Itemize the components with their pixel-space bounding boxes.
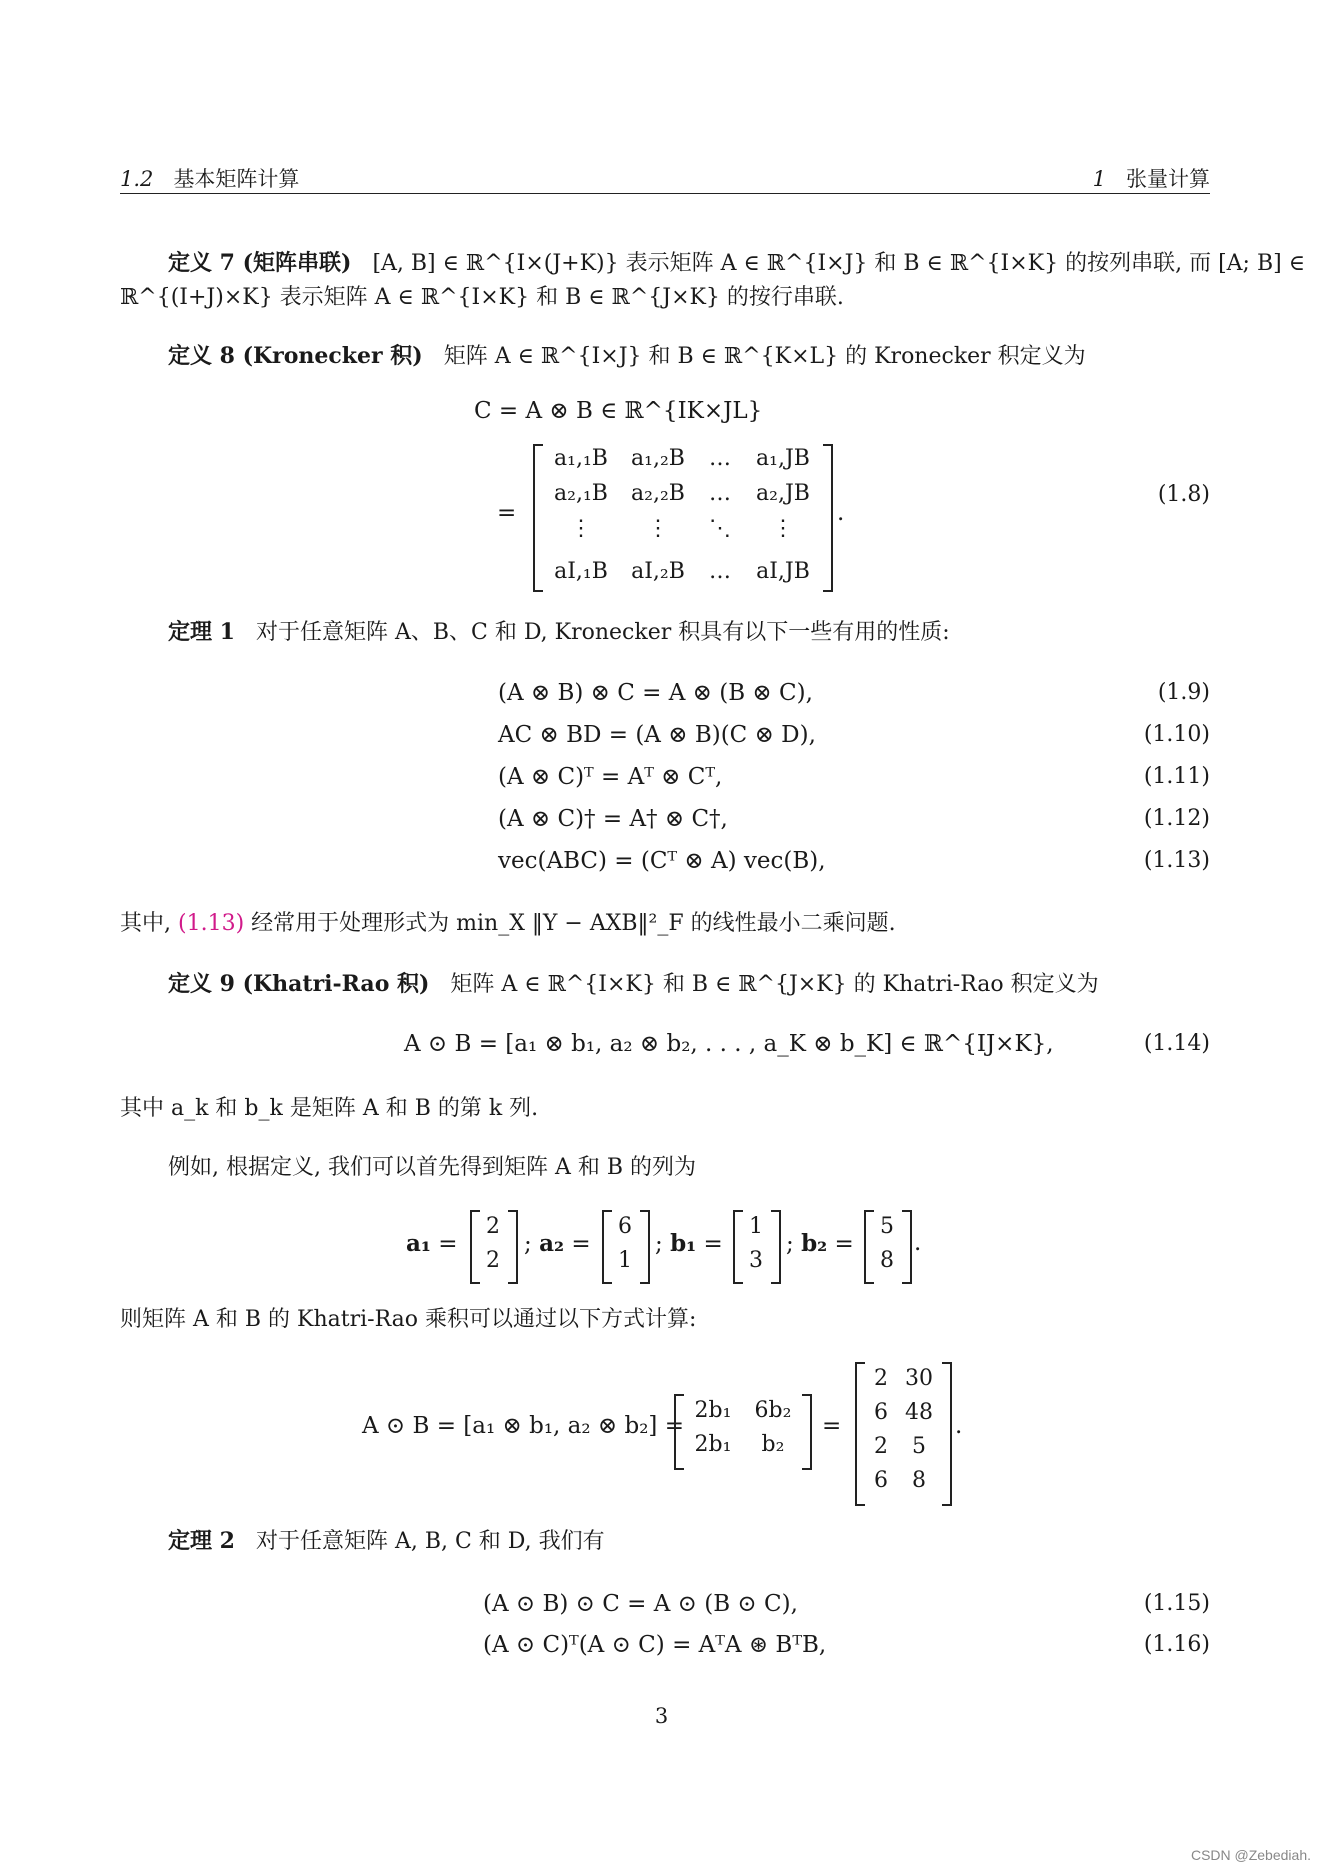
theorem-1 [168, 615, 950, 650]
remark-columns: 其中 a_k 和 b_k 是矩阵 A 和 B 的第 k 列. [120, 1096, 539, 1121]
header-rule [120, 193, 1210, 194]
khatri-rao-intro: 则矩阵 A 和 B 的 Khatri-Rao 乘积可以通过以下方式计算: [120, 1307, 697, 1332]
vectors-period: . [914, 1230, 922, 1256]
equation-number-1-8: (1.8) [1157, 482, 1210, 507]
definition-8-text: 矩阵 A ∈ ℝ^{I×J} 和 B ∈ ℝ^{K×L} 的 Kronecker 积定义为 [443, 344, 1086, 369]
khatri-rao-period: . [955, 1413, 963, 1439]
example-intro: 例如, 根据定义, 我们可以首先得到矩阵 A 和 B 的列为 [168, 1155, 697, 1180]
definition-7-text-line1: [A, B] ∈ ℝ^{I×(J+K)} 表示矩阵 A ∈ ℝ^{I×J} 和 B ∈ ℝ^{I×K} 的按列串联, 而 [A; B] ∈ [372, 251, 1305, 276]
mid-matrix-cell: 6b₂ [754, 1398, 792, 1423]
vector-right-bracket [771, 1210, 781, 1284]
equation-1-13: vec(ABC) = (Cᵀ ⊗ A) vec(B), [498, 848, 826, 874]
equation-1-15: (A ⊙ B) ⊙ C = A ⊙ (B ⊙ C), [483, 1591, 798, 1617]
matrix-cell: … [709, 559, 731, 584]
vector-value: 2 [486, 1248, 500, 1273]
mid-matrix-left-bracket [674, 1394, 684, 1470]
running-header-left [120, 163, 299, 193]
vector-value: 1 [618, 1248, 632, 1273]
kronecker-eq-line1: C = A ⊗ B ∈ ℝ^{IK×JL} [474, 398, 763, 424]
theorem-2-label: 定理 2 [168, 1528, 235, 1554]
matrix-cell: ⋮ [570, 516, 592, 541]
vector-value: 1 [749, 1214, 763, 1239]
matrix-cell: a₂,₂B [631, 481, 685, 506]
vector-name: b₁ [670, 1230, 697, 1257]
vector-value: 3 [749, 1248, 763, 1273]
result-matrix-cell: 2 [874, 1434, 888, 1459]
definition-7-label: 定义 7 (矩阵串联) [168, 250, 352, 276]
matrix-cell: ⋮ [772, 516, 794, 541]
matrix-cell: … [709, 481, 731, 506]
theorem-1-label: 定理 1 [168, 619, 235, 645]
kronecker-equals: = [497, 500, 517, 526]
page-number: 3 [654, 1704, 669, 1728]
mid-matrix-right-bracket [802, 1394, 812, 1470]
vector-b1-label: ; b₁ = [655, 1230, 723, 1257]
equation-number-1-14: (1.14) [1143, 1031, 1210, 1056]
matrix-cell: aI,JB [756, 559, 810, 584]
vector-name: a₁ [406, 1230, 431, 1257]
result-matrix-cell: 5 [912, 1434, 926, 1459]
equation-number-1-11: (1.11) [1143, 764, 1210, 789]
equation-1-10: AC ⊗ BD = (A ⊗ B)(C ⊗ D), [498, 722, 816, 748]
header-chapter-title: 张量计算 [1126, 167, 1210, 191]
vector-b2-label: ; b₂ = [786, 1230, 854, 1257]
theorem-2-text: 对于任意矩阵 A, B, C 和 D, 我们有 [255, 1529, 605, 1554]
result-matrix-left-bracket [855, 1362, 865, 1506]
equation-number-1-13: (1.13) [1143, 848, 1210, 873]
vector-right-bracket [902, 1210, 912, 1284]
result-matrix-cell: 48 [905, 1400, 933, 1425]
mid-matrix-cell: 2b₁ [694, 1432, 732, 1457]
equation-number-1-9: (1.9) [1157, 680, 1210, 705]
definition-7-line1 [168, 246, 1305, 281]
header-section-title: 基本矩阵计算 [173, 167, 300, 191]
remark-least-squares [120, 907, 896, 941]
vector-value: 6 [618, 1214, 632, 1239]
vector-name: b₂ [801, 1230, 828, 1257]
equation-number-1-16: (1.16) [1143, 1632, 1210, 1657]
vector-a1-label: a₁ = [406, 1230, 458, 1257]
matrix-cell: a₂,JB [756, 481, 810, 506]
khatri-rao-equals: = [822, 1413, 842, 1439]
definition-7-text-line2: ℝ^{(I+J)×K} 表示矩阵 A ∈ ℝ^{I×K} 和 B ∈ ℝ^{J×K} 的按行串联. [120, 285, 844, 310]
matrix-cell: ⋱ [709, 516, 731, 541]
matrix-cell: aI,₂B [631, 559, 685, 584]
definition-8 [168, 339, 1086, 374]
matrix-cell: … [709, 446, 731, 471]
remark-prefix: 其中, [120, 911, 171, 936]
result-matrix-right-bracket [942, 1362, 952, 1506]
equation-number-1-10: (1.10) [1143, 722, 1210, 747]
equation-reference-link[interactable]: (1.13) [178, 911, 245, 936]
equation-1-11: (A ⊗ C)ᵀ = Aᵀ ⊗ Cᵀ, [498, 764, 723, 790]
header-chapter-number: 1 [1092, 167, 1106, 191]
vector-right-bracket [640, 1210, 650, 1284]
equation-number-1-15: (1.15) [1143, 1591, 1210, 1616]
khatri-rao-lhs: A ⊙ B = [a₁ ⊗ b₁, a₂ ⊗ b₂] = [362, 1413, 684, 1439]
definition-7-line2 [120, 281, 844, 315]
mid-matrix-cell: 2b₁ [694, 1398, 732, 1423]
equation-1-12: (A ⊗ C)† = A† ⊗ C†, [498, 806, 728, 832]
vector-name: a₂ [539, 1230, 565, 1257]
equation-1-14: A ⊙ B = [a₁ ⊗ b₁, a₂ ⊗ b₂, . . . , a_K ⊗ b_K] ∈ ℝ^{IJ×K}, [404, 1031, 1054, 1057]
matrix-cell: a₁,JB [756, 446, 810, 471]
running-header-right [1093, 163, 1210, 193]
kronecker-left-bracket [533, 444, 543, 592]
matrix-cell: a₁,₁B [554, 446, 608, 471]
result-matrix-cell: 2 [874, 1366, 888, 1391]
matrix-cell: ⋮ [647, 516, 669, 541]
vector-value: 5 [880, 1214, 894, 1239]
watermark: CSDN @Zebediah. [1190, 1847, 1311, 1863]
kronecker-right-bracket [823, 444, 833, 592]
result-matrix-cell: 6 [874, 1468, 888, 1493]
result-matrix-cell: 30 [905, 1366, 933, 1391]
vector-right-bracket [508, 1210, 518, 1284]
theorem-2 [168, 1524, 605, 1559]
header-section-number: 1.2 [120, 167, 154, 191]
vector-a2-label: ; a₂ = [524, 1230, 591, 1257]
vector-value: 8 [880, 1248, 894, 1273]
definition-9-label: 定义 9 (Khatri-Rao 积) [168, 971, 430, 997]
matrix-cell: a₁,₂B [631, 446, 685, 471]
matrix-cell: aI,₁B [554, 559, 608, 584]
theorem-1-text: 对于任意矩阵 A、B、C 和 D, Kronecker 积具有以下一些有用的性质: [255, 620, 950, 645]
kronecker-period: . [837, 500, 845, 526]
vector-value: 2 [486, 1214, 500, 1239]
equation-1-16: (A ⊙ C)ᵀ(A ⊙ C) = AᵀA ⊛ BᵀB, [483, 1632, 827, 1658]
result-matrix-cell: 8 [912, 1468, 926, 1493]
equation-1-9: (A ⊗ B) ⊗ C = A ⊗ (B ⊗ C), [498, 680, 813, 706]
matrix-cell: a₂,₁B [554, 481, 608, 506]
remark-suffix: 经常用于处理形式为 min_X ‖Y − AXB‖²_F 的线性最小二乘问题. [251, 911, 896, 936]
equation-number-1-12: (1.12) [1143, 806, 1210, 831]
definition-8-label: 定义 8 (Kronecker 积) [168, 343, 423, 369]
mid-matrix-cell: b₂ [761, 1432, 785, 1457]
result-matrix-cell: 6 [874, 1400, 888, 1425]
definition-9 [168, 967, 1099, 1002]
definition-9-text: 矩阵 A ∈ ℝ^{I×K} 和 B ∈ ℝ^{J×K} 的 Khatri-Rao 积定义为 [450, 972, 1099, 997]
